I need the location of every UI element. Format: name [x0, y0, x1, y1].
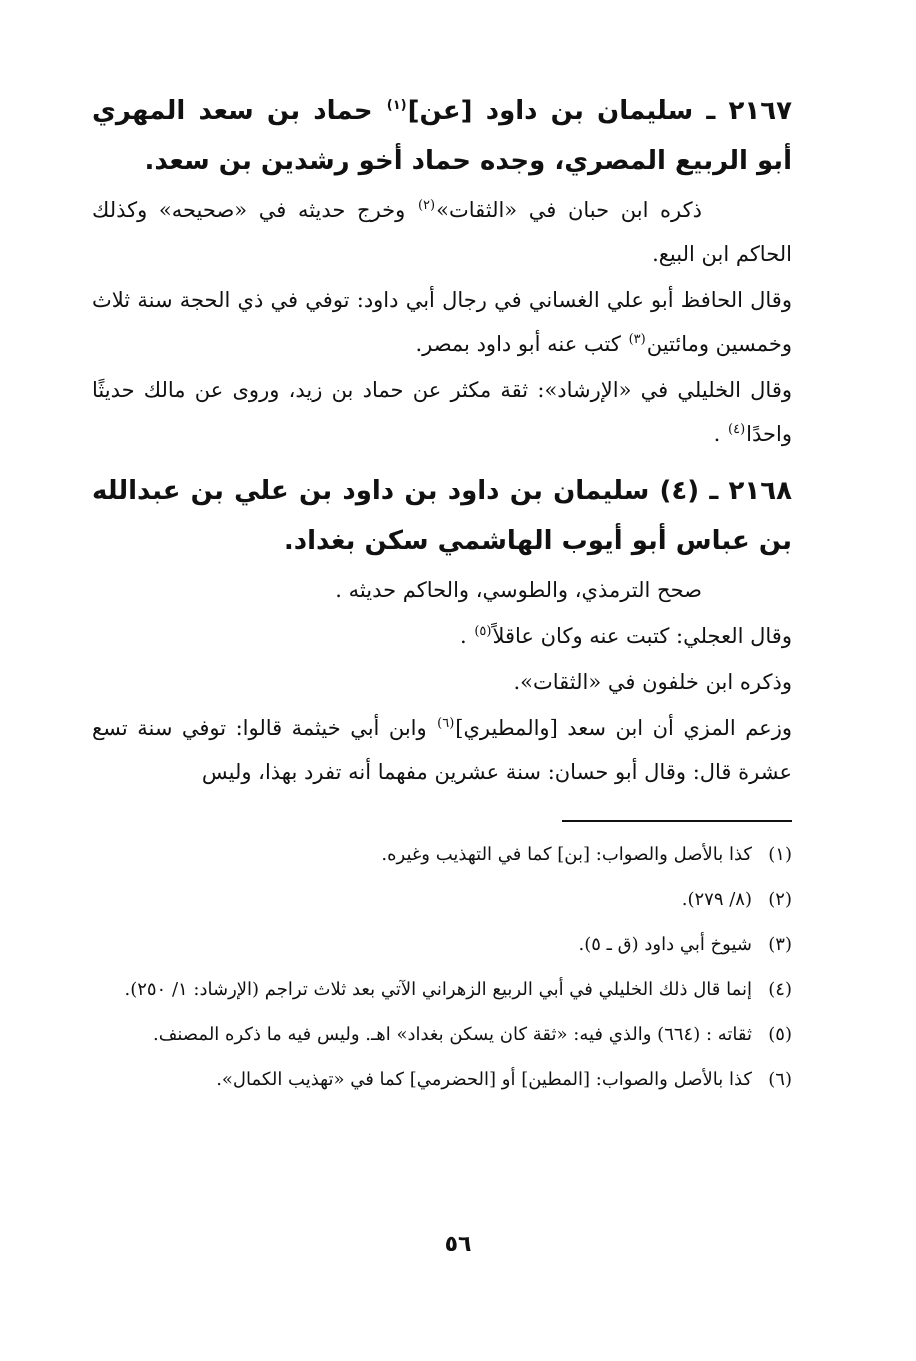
- footnote-ref[interactable]: (٥): [474, 624, 492, 639]
- entry-heading-text: حماد بن سعد المهري أبو الربيع المصري، وجده حماد أخو رشدين بن سعد.: [92, 96, 792, 176]
- paragraph-text: وابن أبي خيثمة قالوا: توفي سنة تسع عشرة قال: وقال أبو حسان: سنة عشرين مفهما أنه تفرد بهذا، وليس: [92, 716, 792, 784]
- footnote-text: كذا بالأصل والصواب: [بن] كما في التهذيب وغيره.: [381, 844, 752, 865]
- footnote-item: [92, 1059, 792, 1100]
- paragraph: [92, 188, 792, 276]
- footnote-item: [92, 924, 792, 965]
- footnote-number: (٦): [768, 1069, 792, 1090]
- book-page: [92, 86, 792, 1286]
- paragraph-text: وخرج حديثه في «صحيحه» وكذلك الحاكم ابن البيع.: [92, 198, 792, 266]
- paragraph-text: ذكره ابن حبان في «الثقات»: [436, 198, 702, 222]
- paragraph-text: .: [713, 422, 728, 446]
- paragraph-text: وذكره ابن خلفون في «الثقات».: [513, 670, 792, 694]
- paragraph-text: صحح الترمذي، والطوسي، والحاكم حديثه .: [335, 578, 702, 602]
- paragraph: [92, 368, 792, 456]
- footnote-ref[interactable]: (٤): [728, 422, 746, 437]
- entry-heading: [92, 86, 792, 186]
- paragraph-text: .: [459, 624, 474, 648]
- footnote-number: (٣): [768, 934, 792, 955]
- paragraph: [92, 278, 792, 366]
- footnote-number: (٥): [768, 1024, 792, 1045]
- footnote-item: [92, 879, 792, 920]
- entry-heading-text: ٢١٦٨ ـ (٤) سليمان بن داود بن داود بن علي بن عبدالله بن عباس أبو أيوب الهاشمي سكن بغداد.: [92, 476, 792, 556]
- footnote-ref[interactable]: (٢): [417, 198, 436, 213]
- paragraph: [92, 568, 792, 612]
- footnote-text: كذا بالأصل والصواب: [المطين] أو [الحضرمي] كما في «تهذيب الكمال».: [216, 1069, 752, 1090]
- footnote-ref[interactable]: (٣): [628, 332, 646, 347]
- footnote-text: ثقاته : (٦٦٤) والذي فيه: «ثقة كان يسكن بغداد» اهـ. وليس فيه ما ذكره المصنف.: [153, 1024, 752, 1045]
- footnote-divider: [562, 820, 792, 822]
- footnote-text: إنما قال ذلك الخليلي في أبي الربيع الزهراني الآتي بعد ثلاث تراجم (الإرشاد: ١/ ٢٥٠).: [124, 979, 752, 1000]
- paragraph-text: وقال الحافظ أبو علي الغساني في رجال أبي داود: توفي في ذي الحجة سنة ثلاث وخمسين ومائتين: [92, 288, 792, 356]
- footnote-ref[interactable]: (٦): [437, 716, 455, 731]
- paragraph-text: وقال العجلي: كتبت عنه وكان عاقلاً: [492, 624, 792, 648]
- footnote-text: (٨/ ٢٧٩).: [681, 889, 752, 910]
- entry-heading: [92, 466, 792, 566]
- footnote-text: شيوخ أبي داود (ق ـ ٥).: [578, 934, 752, 955]
- paragraph: [92, 706, 792, 794]
- paragraph: [92, 660, 792, 704]
- entry-heading-text: ٢١٦٧ ـ سليمان بن داود [عن]: [407, 96, 792, 126]
- paragraph-text: كتب عنه أبو داود بمصر.: [415, 332, 628, 356]
- footnote-item: [92, 1014, 792, 1055]
- paragraph-text: وزعم المزي أن ابن سعد [والمطيري]: [455, 716, 792, 740]
- footnote-number: (١): [768, 844, 792, 865]
- paragraph: [92, 614, 792, 658]
- footnote-number: (٢): [768, 889, 792, 910]
- paragraph-text: وقال الخليلي في «الإرشاد»: ثقة مكثر عن حماد بن زيد، وروى عن مالك حديثًا واحدًا: [92, 378, 792, 446]
- footnote-item: [92, 969, 792, 1010]
- footnotes: [92, 834, 792, 1100]
- footnote-number: (٤): [768, 979, 792, 1000]
- footnote-ref[interactable]: (١): [386, 98, 407, 114]
- page-number: ٥٦: [444, 1232, 472, 1257]
- footnote-item: [92, 834, 792, 875]
